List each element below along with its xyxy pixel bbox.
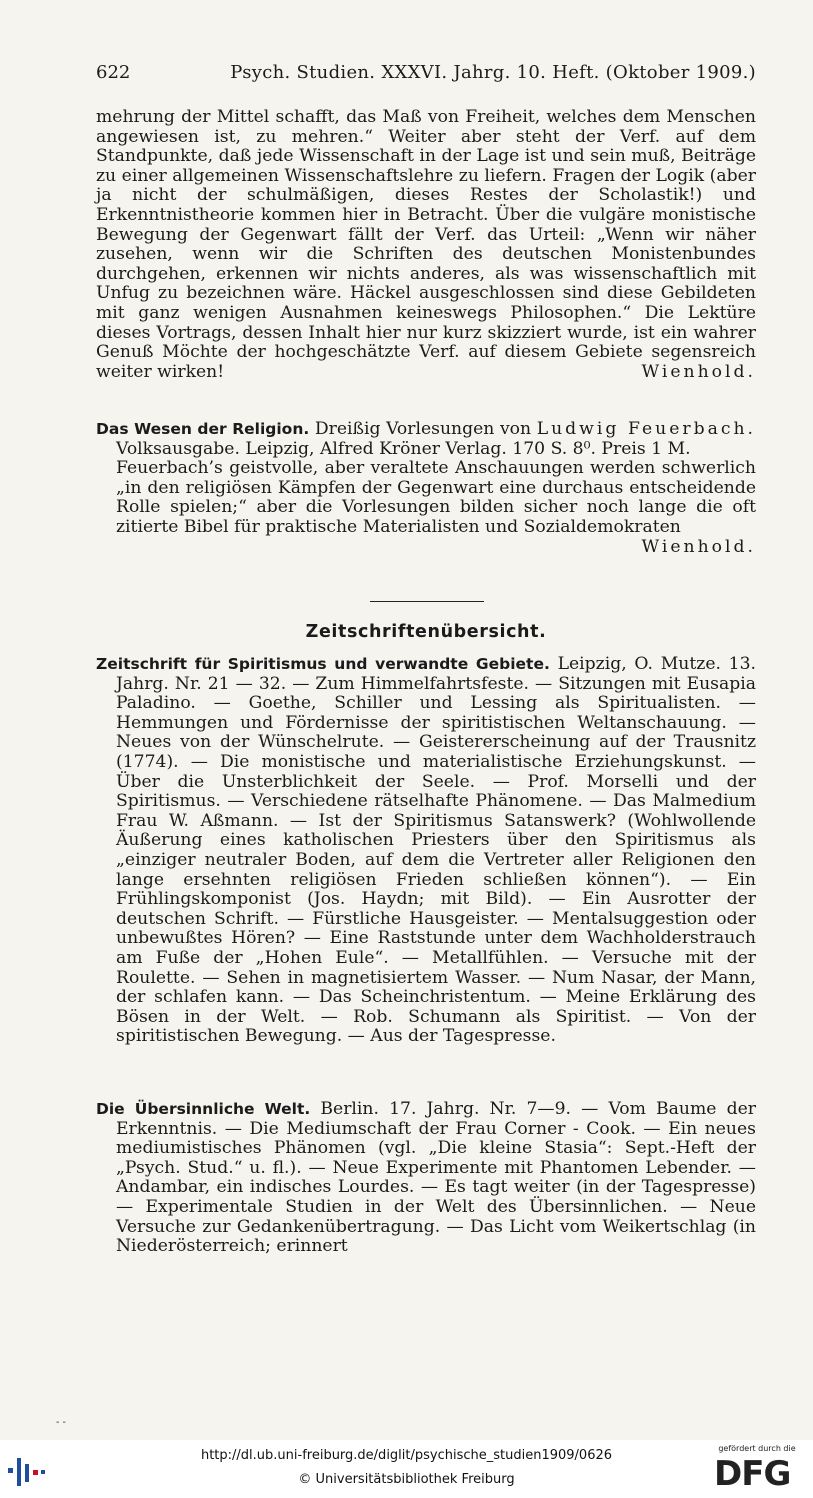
journal-entry-spiritismus (96, 655, 756, 1047)
section-title: Zeitschriftenübersicht. (305, 622, 547, 642)
review-title: Das Wesen der Religion. (96, 420, 310, 438)
review-signature: Wienhold. (641, 361, 756, 382)
running-head: Psych. Studien. XXXVI. Jahrg. 10. Heft. (Oktober 1909.) (230, 62, 756, 83)
review-citation-post: Volksausgabe. Leipzig, Alfred Kröner Verlag. 170 S. 8⁰. Preis 1 M. (116, 438, 691, 459)
dfg-logo-word: DFG (714, 1454, 791, 1494)
review-body: Feuerbach’s geistvolle, aber veraltete Anschauungen werden schwerlich „in den religiösen Kämpfen der Gegenwart eine durchaus entscheidende Rolle spielen;“ aber die Vorlesungen bilden sicher noch lange die oft zitierte Bibel für praktische Materialisten und Sozialdemokraten (116, 458, 756, 537)
source-url-link[interactable]: http://dl.ub.uni-freiburg.de/diglit/psychische_studien1909/0626 (200, 1448, 613, 1463)
review-signature: Wienhold. (641, 536, 756, 557)
review-author: Ludwig Feuerbach. (536, 419, 756, 439)
scan-mark: - - (56, 1417, 66, 1428)
journal-title: Zeitschrift für Spiritismus und verwandte Gebiete. (96, 655, 550, 673)
review-continuation-text: mehrung der Mittel schafft, das Maß von Freiheit, welches dem Menschen angewiesen ist, zu mehren.“ Weiter aber steht der Verf. auf dem Standpunkte, daß jede Wissenschaft in der Lage ist und sein muß, Beiträge zu einer allgemeinen Wissenschaftslehre zu liefern. Fragen der Logik (aber ja nicht der schulmäßigen, dieses Restes der Scholastik!) und Erkenntnistheorie kommen hier in Betracht. Über die vulgäre monistische Bewegung der Gegenwart fällt der Verf. das Urteil: „Wenn wir näher zusehen, wenn wir die Schriften des deutschen Monistenbundes durchgehen, erkennen wir nichts anderes, als was wissenschaftlich mit Unfug zu bezeichnen wäre. Häckel ausgeschlossen sind diese Gebildeten mit ganz wenigen Ausnahmen keineswegs Philosophen.“ Die Lektüre dieses Vortrags, dessen Inhalt hier nur kurz skizziert wurde, ist ein wahrer Genuß Möchte der hochgeschätzte Verf. auf diesem Gebiete segensreich weiter wirken! (96, 107, 756, 382)
section-divider (370, 601, 484, 602)
page-header (96, 62, 756, 88)
review-citation-pre: Dreißig Vorlesungen von (314, 419, 532, 439)
review-feuerbach (96, 420, 756, 557)
dfg-caption: gefördert durch die (718, 1444, 796, 1453)
footer-bar (0, 1440, 813, 1498)
dfg-logo (706, 1444, 808, 1496)
review-continuation (96, 108, 756, 382)
journal-contents: Berlin. 17. Jahrg. Nr. 7—9. — Vom Baume der Erkenntnis. — Die Mediumschaft der Frau Corner - Cook. — Ein neues mediumistisches Phänomen (vgl. „Die kleine Stasia“: Sept.-Heft der „Psych. Stud.“ u. fl.). — Neue Experimente mit Phantomen Lebender. — Andambar, ein indisches Lourdes. — Es tagt weiter (in der Tagespresse) — Experimentale Studien in der Welt des Übersinnlichen. — Neue Versuche zur Gedankenübertragung. — Das Licht vom Weikertschlag (in Niederösterreich; erinnert (116, 1099, 756, 1257)
page-number: 622 (96, 62, 131, 83)
journal-contents: Leipzig, O. Mutze. 13. Jahrg. Nr. 21 — 32. — Zum Himmelfahrtsfeste. — Sitzungen mit Eusapia Paladino. — Goethe, Schiller und Lessing als Spiritualisten. — Hemmungen und Fördernisse der spiritistischen Weltanschauung. — Neues von der Wünschelrute. — Geistererscheinung auf der Trausnitz (1774). — Die monistische und materialistische Erziehungskunst. — Über die Unsterblichkeit der Seele. — Prof. Morselli und der Spiritismus. — Verschiedene rätselhafte Phänomene. — Das Malmedium Frau W. Aßmann. — Ist der Spiritismus Satanswerk? (Wohlwollende Äußerung eines katholischen Priesters über den Spiritismus als „einziger neutraler Boden, auf dem die Vertreter aller Religionen den lange ersehnten religiösen Frieden schließen können“). — Ein Frühlingskomponist (Jos. Haydn; mit Bild). — Ein Ausrotter der deutschen Schrift. — Fürstliche Hausgeister. — Mentalsuggestion oder unbewußtes Hören? — Eine Raststunde unter dem Wachholderstrauch am Fuße der „Hohen Eule“. — Metallfühlen. — Versuche mit der Roulette. — Sehen in magnetisiertem Wasser. — Num Nasar, der Mann, der schlafen kann. — Das Scheinchristentum. — Meine Erklärung des Bösen in der Welt. — Rob. Schumann als Spiritist. — Von der spiritistischen Bewegung. — Aus der Tagespresse. (116, 654, 757, 1047)
journal-entry-uebersinnliche-welt (96, 1100, 756, 1257)
copyright-text: © Universitätsbibliothek Freiburg (298, 1472, 515, 1487)
journal-title: Die Übersinnliche Welt. (96, 1100, 311, 1118)
